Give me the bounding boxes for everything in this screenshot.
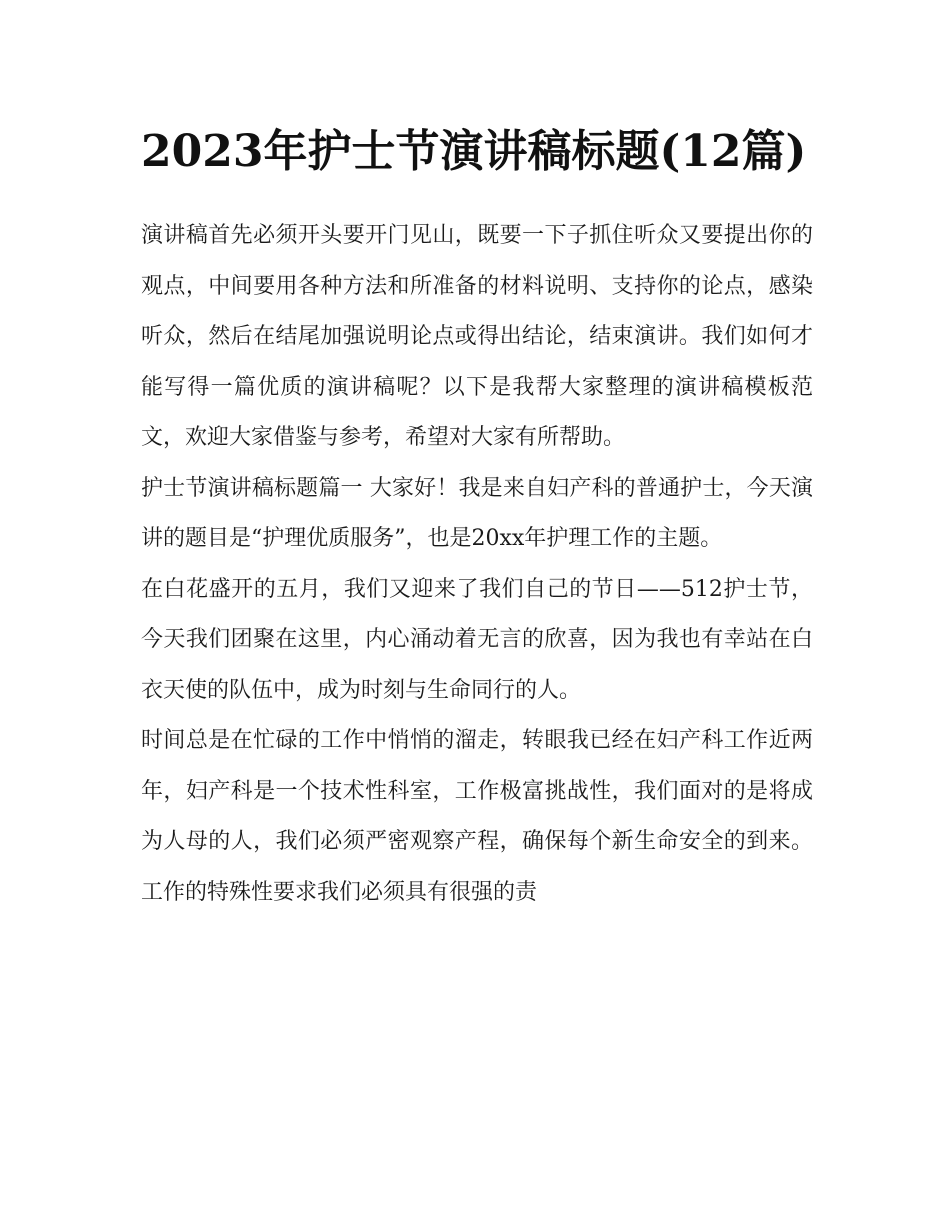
document-body: [141, 118, 813, 918]
paragraph-work-experience: 时间总是在忙碌的工作中悄悄的溜走，转眼我已经在妇产科工作近两年，妇产科是一个技术性科室，工作极富挑战性，我们面对的是将成为人母的人，我们必须严密观察产程，确保每个新生命安全的到来。工作的特殊性要求我们必须具有很强的责: [141, 728, 813, 905]
paragraph-intro: 演讲稿首先必须开头要开门见山，既要一下子抓住听众又要提出你的观点，中间要用各种方法和所准备的材料说明、支持你的论点，感染听众，然后在结尾加强说明论点或得出结论，结束演讲。我们如何才能写得一篇优质的演讲稿呢？以下是我帮大家整理的演讲稿模板范文，欢迎大家借鉴与参考，希望对大家有所帮助。: [141, 223, 813, 450]
document-title: 2023年护士节演讲稿标题(12篇): [141, 126, 807, 177]
paragraph-nurses-day: 在白花盛开的五月，我们又迎来了我们自己的节日——512护士节，今天我们团聚在这里，内心涌动着无言的欣喜，因为我也有幸站在白衣天使的队伍中，成为时刻与生命同行的人。: [141, 576, 813, 703]
paragraph-speech-one-opening: 护士节演讲稿标题篇一 大家好！我是来自妇产科的普通护士，今天演讲的题目是“护理优质服务”，也是20xx年护理工作的主题。: [141, 475, 813, 551]
